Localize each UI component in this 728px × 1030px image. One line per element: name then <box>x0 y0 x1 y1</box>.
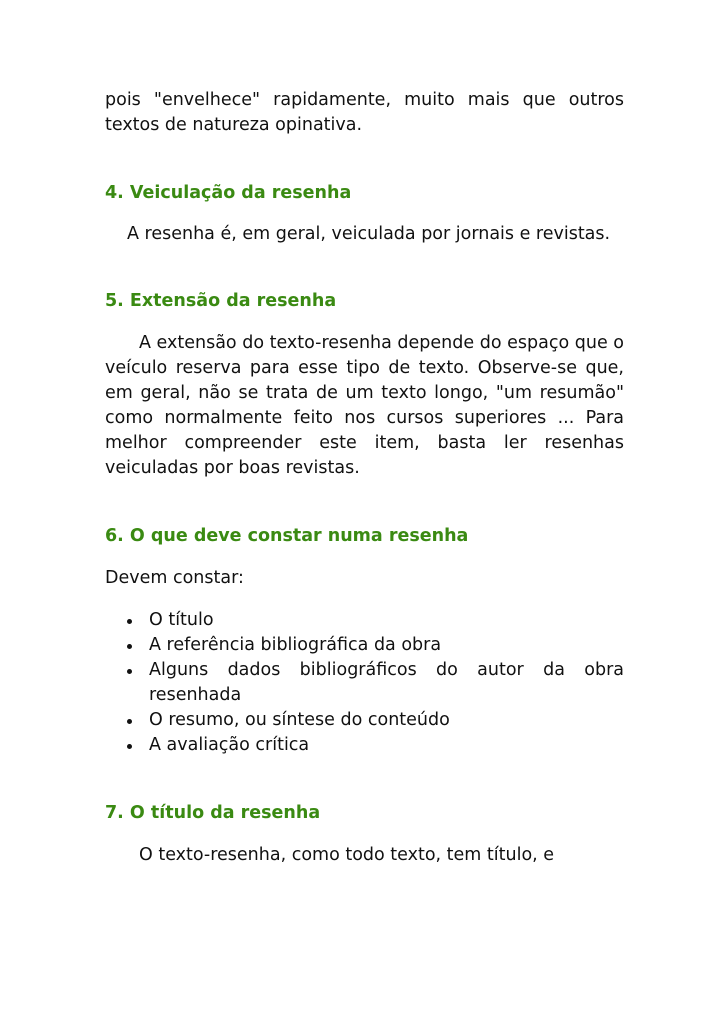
bullet-icon <box>127 744 132 749</box>
list-item: O título <box>105 608 624 633</box>
paragraph-extensao: A extensão do texto-resenha depende do espaço que o veículo reserva para esse tipo de texto. Observe-se que, em geral, não se trata de um texto longo, "um resumão" como normalmente feito nos cursos superiores ... Para melhor compreender este item, basta ler resenhas veiculadas por boas revistas. <box>105 333 624 478</box>
list-item: O resumo, ou síntese do conteúdo <box>105 708 624 733</box>
bullet-icon <box>127 619 132 624</box>
list-item: A avaliação crítica <box>105 733 624 758</box>
heading-titulo: 7. O título da resenha <box>105 803 321 823</box>
list-item: A referência bibliográfica da obra <box>105 633 624 658</box>
paragraph-devem-constar: Devem constar: <box>105 568 244 588</box>
heading-veiculacao: 4. Veiculação da resenha <box>105 183 352 203</box>
paragraph-titulo: O texto-resenha, como todo texto, tem título, e <box>139 845 555 865</box>
document-page <box>105 88 624 868</box>
paragraph-veiculacao: A resenha é, em geral, veiculada por jornais e revistas. <box>127 224 611 244</box>
intro-paragraph: pois "envelhece" rapidamente, muito mais que outros textos de natureza opinativa. <box>105 90 624 135</box>
bullet-list <box>105 608 624 758</box>
bullet-icon <box>127 669 132 674</box>
heading-constar: 6. O que deve constar numa resenha <box>105 526 469 546</box>
list-item: Alguns dados bibliográficos do autor da obra resenhada <box>105 658 624 708</box>
bullet-icon <box>127 719 132 724</box>
bullet-icon <box>127 644 132 649</box>
heading-extensao: 5. Extensão da resenha <box>105 291 337 311</box>
